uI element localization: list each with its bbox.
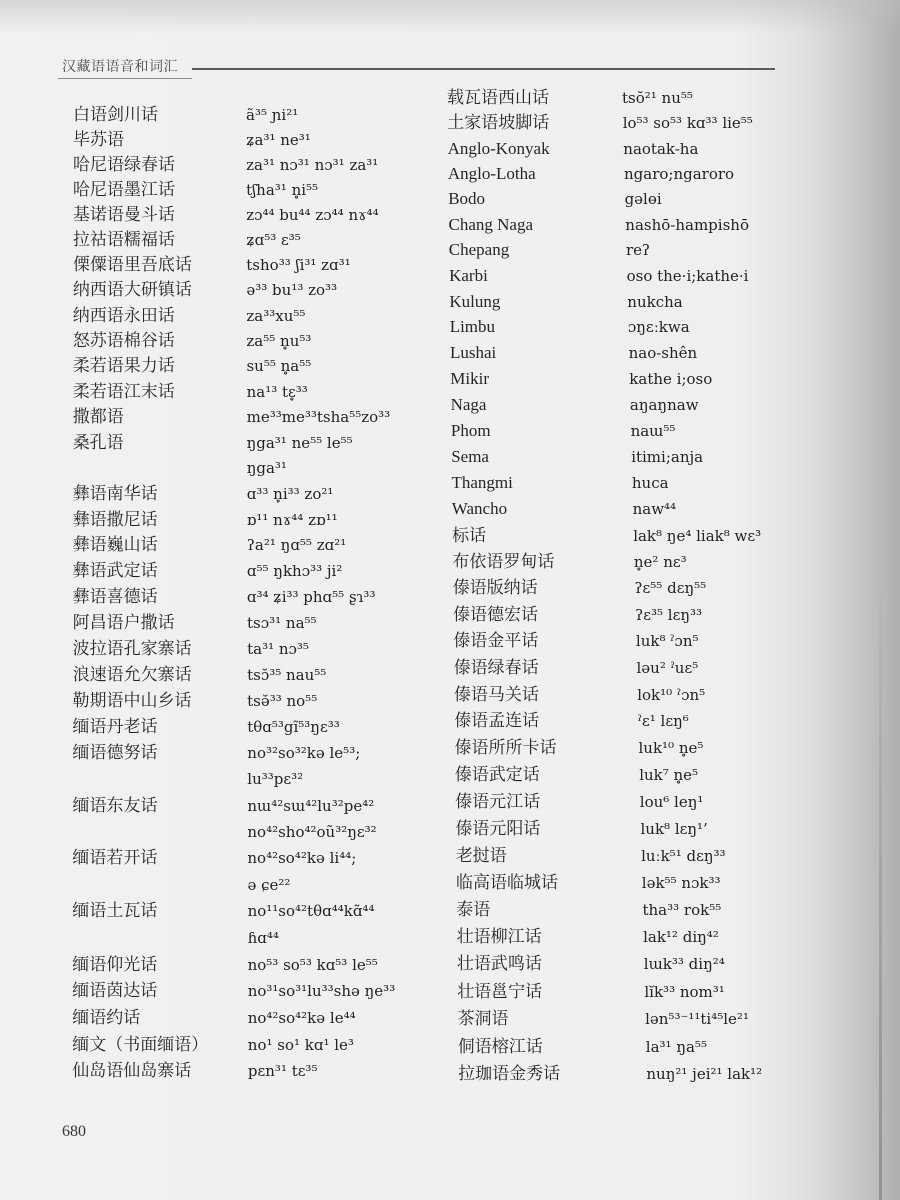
phonetic-form: ʔɛ³⁵ lɛŋ³³: [635, 605, 703, 624]
phonetic-form: naotak-ha: [623, 139, 699, 158]
language-name: 拉祜语糯福话: [72, 229, 175, 249]
language-name: Anglo-Lotha: [447, 163, 536, 183]
phonetic-form: lĭk³³ nom³¹: [644, 982, 725, 1001]
language-name: 傣语马关话: [453, 684, 539, 704]
phonetic-form: no³²so³²kə le⁵³;: [247, 744, 361, 763]
phonetic-form: luk⁸ lɛŋ¹’: [640, 819, 708, 838]
language-name: Phom: [450, 421, 491, 441]
phonetic-form: reʔ: [625, 241, 651, 260]
language-name: 壮语武鸣话: [456, 954, 542, 974]
language-name: Mikir: [450, 369, 490, 389]
language-name: Karbi: [449, 266, 488, 285]
language-name: 傣语德宏话: [453, 604, 538, 624]
language-name: 基诺语曼斗话: [72, 204, 175, 224]
phonetic-form: no¹¹so⁴²tθɑ⁴⁴kɑ̃⁴⁴: [247, 902, 375, 921]
phonetic-form: za³¹ nɔ³¹ nɔ³¹ za³¹: [246, 155, 379, 174]
language-name: 怒苏语棉谷话: [72, 330, 175, 350]
phonetic-form: ʔɛ⁵⁵ dɛŋ⁵⁵: [634, 579, 707, 598]
language-name: 傈僳语里吾底话: [72, 255, 192, 275]
phonetic-form: tha³³ rok⁵⁵: [642, 900, 722, 919]
phonetic-form: ɑ³⁴ ʑi³³ phɑ⁵⁵ ʂɿ³³: [246, 587, 376, 606]
language-name: 土家语坡脚话: [447, 113, 550, 133]
phonetic-form: nashō-hampishō: [625, 215, 749, 234]
phonetic-form: ɑ³³ n̥i³³ zo²¹: [246, 484, 334, 503]
phonetic-form: ʑɑ⁵³ ɛ³⁵: [246, 230, 301, 249]
language-name: 老挝语: [455, 845, 507, 865]
language-name: 傣语金平话: [453, 631, 539, 651]
phonetic-form: tʃha³¹ n̥i⁵⁵: [246, 180, 319, 199]
phonetic-form: za⁵⁵ n̥u⁵³: [246, 331, 312, 350]
phonetic-form: naw⁴⁴: [632, 500, 677, 519]
language-name: 缅文（书面缅语）: [72, 1034, 209, 1054]
language-name: 纳西语永田话: [72, 305, 175, 325]
language-name: 桑孔语: [72, 432, 124, 452]
language-name: 勒期语中山乡话: [72, 690, 192, 710]
language-name: 壮语柳江话: [456, 927, 542, 947]
language-name: Thangmi: [451, 473, 513, 493]
phonetic-form: gəlɵi: [624, 190, 662, 209]
language-name: 载瓦语西山话: [447, 88, 549, 107]
phonetic-form: ɑ⁵⁵ ŋkhɔ³³ ji²: [246, 562, 343, 580]
language-name: 茶洞语: [457, 1009, 509, 1029]
language-name: 缅语丹老话: [72, 717, 158, 736]
page-top-shadow: [0, 0, 900, 34]
language-name: 彝语南华话: [72, 483, 158, 503]
language-name: Wancho: [451, 499, 508, 519]
phonetic-form: nukcha: [627, 292, 683, 311]
language-name: 彝语巍山话: [72, 535, 158, 555]
language-name: 傣语武定话: [454, 764, 540, 784]
phonetic-form: ŋga³¹: [246, 459, 287, 478]
language-name: 侗语榕江话: [457, 1036, 543, 1056]
language-name: 白语剑川话: [73, 105, 158, 124]
phonetic-form: nuŋ²¹ jei²¹ lak¹²: [646, 1065, 763, 1083]
phonetic-form: no⁴²so⁴²kə le⁴⁴: [247, 1008, 356, 1027]
phonetic-form: tsŏ²¹ nu⁵⁵: [622, 89, 693, 107]
phonetic-form: itimi;anja: [631, 448, 704, 467]
language-name: 浪速语允欠寨话: [72, 664, 192, 684]
language-name: 傣语绿春话: [453, 657, 539, 677]
phonetic-form: tsho³³ ʃi³¹ zɑ³¹: [246, 256, 351, 275]
language-name: Sema: [451, 447, 489, 467]
phonetic-form: kathe i;oso: [629, 370, 713, 389]
phonetic-form: ngaro;ngaroro: [623, 164, 735, 183]
language-name: Kulung: [449, 291, 501, 311]
phonetic-form: oso the·i;kathe·i: [626, 267, 749, 285]
phonetic-form: tsɔ³¹ na⁵⁵: [246, 613, 317, 632]
language-name: 纳西语大研镇话: [72, 280, 192, 300]
language-name: 布依语罗甸话: [452, 552, 555, 571]
phonetic-form: ŋga³¹ ne⁵⁵ le⁵⁵: [246, 433, 353, 452]
page-edge-shadow: [879, 560, 882, 1200]
running-title: 汉藏语语音和词汇: [62, 59, 178, 75]
phonetic-form: luk⁸ ˀɔn⁵: [635, 632, 699, 651]
phonetic-form: su⁵⁵ n̥a⁵⁵: [246, 357, 312, 376]
phonetic-form: tθɑ⁵³gĩ⁵³ŋɛ³³: [247, 718, 340, 736]
phonetic-form: zɔ⁴⁴ bu⁴⁴ zɔ⁴⁴ nɤ⁴⁴: [246, 205, 379, 224]
phonetic-form: ɔŋɛːkwa: [627, 318, 690, 337]
phonetic-form: me³³me³³tsha⁵⁵zo³³: [246, 408, 391, 427]
language-name: 哈尼语墨江话: [72, 179, 175, 199]
language-name: 柔若语果力话: [72, 356, 175, 376]
phonetic-form: ʑa³¹ ne³¹: [246, 130, 311, 149]
phonetic-form: lok¹⁰ ˀɔn⁵: [637, 685, 706, 704]
language-name: Naga: [450, 395, 487, 415]
phonetic-form: pɛn³¹ tɛ³⁵: [247, 1062, 318, 1081]
phonetic-form: lak¹² diŋ⁴²: [643, 928, 719, 947]
phonetic-form: lən⁵³⁻¹¹ti⁴⁵le²¹: [645, 1010, 749, 1029]
phonetic-form: ɒ¹¹ nɤ⁴⁴ zɒ¹¹: [246, 510, 338, 529]
phonetic-form: ˀɛ¹ lɛŋ⁶: [637, 712, 689, 731]
language-name: Chepang: [448, 240, 510, 260]
language-name: Chang Naga: [448, 214, 534, 234]
language-name: 哈尼语绿春话: [73, 154, 175, 174]
phonetic-form: za³³xu⁵⁵: [246, 306, 306, 325]
phonetic-form: no³¹so³¹lu³³shə ŋe³³: [247, 982, 396, 1001]
phonetic-form: lo⁵³ so⁵³ kɑ³³ lie⁵⁵: [622, 114, 753, 133]
phonetic-form: huca: [631, 474, 669, 493]
phonetic-form: tsə̆³³ no⁵⁵: [247, 691, 318, 710]
phonetic-form: aŋaŋnaw: [629, 396, 699, 415]
header-rule: [192, 68, 775, 70]
language-name: 毕苏语: [73, 129, 124, 149]
phonetic-form: no⁴²sho⁴²oũ³²ŋɛ³²: [247, 823, 377, 841]
phonetic-form: la³¹ ŋa⁵⁵: [645, 1037, 707, 1056]
phonetic-form: luːk⁵¹ dɛŋ³³: [641, 846, 726, 865]
phonetic-form: no⁵³ so⁵³ kɑ⁵³ le⁵⁵: [247, 955, 378, 974]
phonetic-form: tsɔ̆³⁵ nau⁵⁵: [247, 665, 327, 684]
phonetic-form: lək⁵⁵ nɔk³³: [641, 873, 721, 892]
language-name: 阿昌语户撒话: [72, 612, 175, 632]
phonetic-form: nao-shên: [628, 344, 698, 363]
language-name: Bodo: [448, 189, 486, 209]
language-name: 缅语约话: [72, 1007, 141, 1027]
language-name: 缅语东友话: [72, 795, 158, 815]
language-name: 拉珈语金秀话: [458, 1064, 561, 1083]
language-name: 缅语土瓦话: [72, 901, 158, 921]
language-name: 彝语武定话: [72, 561, 158, 580]
language-name: 壮语邕宁话: [457, 981, 543, 1001]
header-underline: [58, 78, 192, 79]
phonetic-form: lu³³pɛ³²: [247, 770, 304, 789]
phonetic-form: no⁴²so⁴²kə li⁴⁴;: [247, 849, 357, 868]
language-name: 柔若语江末话: [72, 381, 175, 401]
language-name: Anglo-Konyak: [447, 138, 550, 158]
language-name: 缅语德努话: [72, 743, 158, 763]
language-name: 波拉语孔家寨话: [72, 638, 192, 658]
phonetic-form: ã³⁵ ɲi²¹: [246, 106, 299, 124]
language-name: 撒都语: [72, 407, 124, 427]
phonetic-form: na¹³ tɛ̥³³: [246, 382, 308, 401]
phonetic-form: ʔa²¹ ŋɑ⁵⁵ zɑ²¹: [246, 536, 347, 555]
phonetic-form: ə ɕe²²: [247, 875, 291, 894]
language-name: 缅语若开话: [72, 848, 158, 868]
language-name: 彝语撒尼话: [72, 509, 158, 529]
phonetic-form: luk⁷ n̥e⁵: [639, 765, 699, 784]
language-name: Limbu: [449, 317, 496, 337]
language-name: 缅语仰光话: [72, 954, 158, 974]
language-name: 傣语元江话: [455, 791, 541, 811]
language-name: 傣语元阳话: [455, 818, 541, 838]
page-number: 680: [62, 1123, 86, 1140]
phonetic-form: ɦɑ⁴⁴: [247, 928, 279, 947]
phonetic-form: lɯk³³ diŋ²⁴: [643, 955, 725, 974]
language-name: 泰语: [456, 899, 491, 919]
phonetic-form: n̥e² nɛ³: [633, 553, 687, 571]
language-name: 傣语版纳话: [452, 578, 538, 598]
phonetic-form: nɯ⁴²sɯ⁴²lu³²pe⁴²: [247, 796, 375, 815]
phonetic-form: ləu² ˀuɛ⁵: [636, 658, 699, 677]
language-name: 傣语孟连话: [454, 711, 540, 731]
phonetic-form: ə³³ bu¹³ zo³³: [246, 281, 338, 300]
language-name: 仙岛语仙岛寨话: [72, 1061, 192, 1081]
phonetic-form: luk¹⁰ n̥e⁵: [638, 739, 704, 757]
language-name: 缅语茵达话: [72, 981, 158, 1001]
phonetic-form: lou⁶ leŋ¹: [639, 792, 704, 811]
language-name: Lushai: [450, 343, 497, 363]
phonetic-form: ta³¹ nɔ³⁵: [247, 639, 309, 658]
language-name: 临高语临城话: [456, 872, 558, 892]
phonetic-form: no¹ so¹ kɑ¹ le³: [247, 1035, 354, 1054]
language-name: 傣语所所卡话: [454, 738, 557, 757]
language-name: 标话: [452, 525, 487, 545]
phonetic-form: lak⁸ ŋe⁴ liak⁸ wɛ³: [633, 526, 762, 545]
phonetic-form: naɯ⁵⁵: [630, 422, 676, 441]
language-name: 彝语喜德话: [72, 586, 158, 606]
